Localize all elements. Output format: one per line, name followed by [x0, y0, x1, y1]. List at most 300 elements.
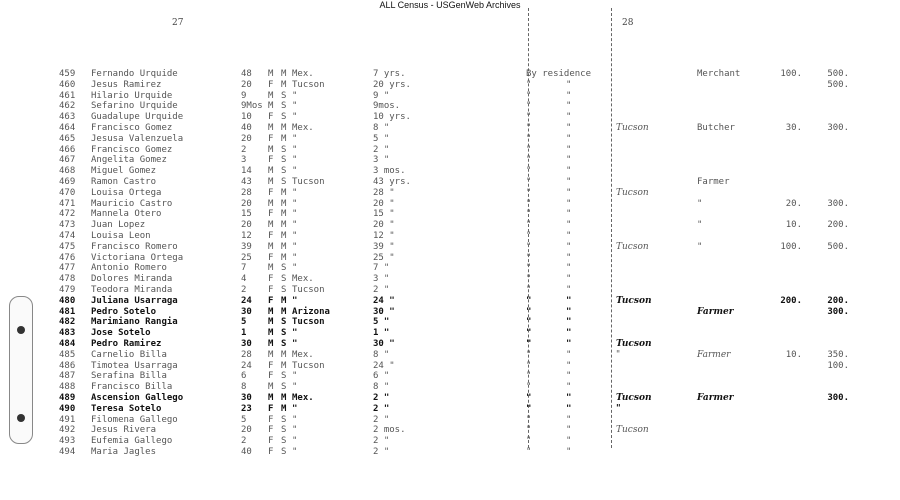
residence-basis-cell: " [526, 101, 532, 112]
table-row [0, 134, 900, 145]
table-row [0, 447, 900, 458]
table-row [0, 69, 900, 80]
marital-status-cell: M [281, 220, 287, 231]
marital-status-cell: S [281, 339, 287, 349]
entry-number: 479 [59, 285, 76, 295]
residence-years-cell: 24 " [373, 360, 395, 371]
age-cell: 30 [241, 306, 252, 317]
table-row [0, 101, 900, 112]
table-row [0, 242, 900, 253]
birthplace-cell: " [292, 339, 298, 349]
birthplace-cell: " [292, 187, 298, 198]
marital-status-cell: S [281, 90, 287, 101]
sex-cell: M [268, 317, 274, 328]
age-cell: 6 [241, 371, 247, 382]
entry-number: 494 [59, 447, 76, 457]
age-cell: 25 [241, 252, 252, 263]
birthplace-cell: " [292, 436, 298, 447]
residence-basis-cell: " [526, 263, 532, 274]
marital-status-cell: M [281, 252, 287, 263]
age-cell: 14 [241, 166, 252, 177]
personal-property-value-cell: 350. [827, 349, 849, 360]
residence-basis-ditto-cell: " [566, 414, 572, 425]
birthplace-cell: " [292, 382, 298, 393]
table-row [0, 80, 900, 91]
sex-cell: F [268, 403, 274, 414]
personal-property-value-cell: 200. [827, 220, 849, 231]
age-cell: 40 [241, 447, 252, 457]
person-name: Angelita Gomez [91, 155, 167, 166]
entry-number: 487 [59, 371, 76, 382]
age-cell: 39 [241, 241, 252, 252]
sex-cell: F [268, 414, 274, 425]
sex-cell: F [268, 371, 274, 382]
table-row [0, 425, 900, 436]
entry-number: 460 [59, 79, 76, 90]
entry-number: 480 [59, 295, 76, 306]
entry-number: 490 [59, 403, 76, 414]
real-estate-value-cell: 200. [780, 295, 802, 306]
table-row [0, 263, 900, 274]
residence-years-cell: 2 " [373, 285, 390, 295]
occupation-cell: " [697, 220, 703, 231]
residence-basis-ditto-cell: " [566, 220, 572, 231]
residence-years-cell: 9mos. [373, 101, 401, 112]
sex-cell: F [268, 187, 274, 198]
entry-number: 462 [59, 101, 76, 112]
person-name: Antonio Romero [91, 263, 167, 274]
entry-number: 471 [59, 198, 76, 209]
entry-number: 472 [59, 209, 76, 220]
entry-number: 485 [59, 349, 76, 360]
marital-status-cell: S [281, 155, 287, 166]
sex-cell: M [268, 166, 274, 177]
age-cell: 30 [241, 339, 252, 349]
sex-cell: M [268, 177, 274, 187]
person-name: Francisco Gomez [91, 123, 173, 133]
person-name: Juliana Usarraga [91, 295, 178, 306]
sex-cell: F [268, 360, 274, 371]
occupation-cell: Merchant [697, 69, 741, 79]
residence-basis-cell: " [526, 123, 532, 133]
sex-cell: F [268, 133, 274, 144]
residence-basis-cell: " [526, 403, 532, 414]
birthplace-cell: " [292, 231, 298, 241]
age-cell: 4 [241, 274, 247, 285]
residence-years-cell: 2 " [373, 414, 390, 425]
person-name: Carnelio Billa [91, 349, 167, 360]
residence-basis-cell: " [526, 339, 532, 349]
personal-property-value-cell: 500. [827, 69, 849, 79]
birthplace-cell: Mex. [292, 393, 314, 403]
entry-number: 459 [59, 69, 76, 79]
residence-basis-ditto-cell: " [566, 209, 572, 220]
residence-years-cell: 2 " [373, 403, 390, 414]
residence-basis-ditto-cell: " [566, 166, 572, 177]
birthplace-cell: " [292, 241, 298, 252]
residence-years-cell: 15 " [373, 209, 395, 220]
birthplace-cell: " [292, 447, 298, 457]
residence-basis-ditto-cell: " [566, 231, 572, 241]
birthplace-cell: " [292, 371, 298, 382]
table-row [0, 209, 900, 220]
age-cell: 20 [241, 79, 252, 90]
residence-years-cell: 3 mos. [373, 166, 406, 177]
residence-basis-ditto-cell: " [566, 371, 572, 382]
real-estate-value-cell: 100. [780, 69, 802, 79]
residence-basis-ditto-cell: " [566, 436, 572, 447]
person-name: Filomena Gallego [91, 414, 178, 425]
place-cell: " [616, 403, 621, 414]
age-cell: 48 [241, 69, 252, 79]
birthplace-cell: " [292, 263, 298, 274]
marital-status-cell: M [281, 79, 287, 90]
table-row [0, 166, 900, 177]
residence-basis-ditto-cell: " [566, 393, 572, 403]
age-cell: 15 [241, 209, 252, 220]
person-name: Juan Lopez [91, 220, 146, 231]
place-cell: Tucson [616, 339, 652, 349]
marital-status-cell: S [281, 177, 287, 187]
residence-years-cell: 5 " [373, 317, 390, 328]
residence-basis-cell: " [526, 155, 532, 166]
age-cell: 24 [241, 360, 252, 371]
sex-cell: M [268, 198, 274, 209]
person-name: Jesus Ramirez [91, 79, 162, 90]
entry-number: 474 [59, 231, 76, 241]
table-row [0, 317, 900, 328]
residence-basis-cell: " [526, 360, 532, 371]
table-row [0, 404, 900, 415]
person-name: Miguel Gomez [91, 166, 157, 177]
birthplace-cell: Arizona [292, 306, 330, 317]
marital-status-cell: M [281, 123, 287, 133]
entry-number: 467 [59, 155, 76, 166]
entry-number: 468 [59, 166, 76, 177]
residence-years-cell: 24 " [373, 295, 395, 306]
residence-basis-ditto-cell: " [566, 306, 572, 317]
birthplace-cell: Tucson [292, 360, 325, 371]
table-row [0, 177, 900, 188]
sex-cell: F [268, 79, 274, 90]
table-row [0, 123, 900, 134]
residence-years-cell: 8 " [373, 123, 390, 133]
entry-number: 469 [59, 177, 76, 187]
age-cell: 12 [241, 231, 252, 241]
sex-cell: F [268, 425, 274, 436]
birthplace-cell: " [292, 166, 298, 177]
age-cell: 3 [241, 155, 247, 166]
residence-years-cell: 20 " [373, 220, 395, 231]
place-cell: Tucson [616, 241, 649, 252]
age-cell: 30 [241, 393, 252, 403]
occupation-cell: Farmer [697, 349, 731, 360]
real-estate-value-cell: 100. [780, 241, 802, 252]
residence-years-cell: 6 " [373, 371, 390, 382]
person-name: Louisa Ortega [91, 187, 162, 198]
residence-basis-ditto-cell: " [566, 241, 572, 252]
residence-basis-ditto-cell: " [566, 112, 572, 123]
person-name: Jesusa Valenzuela [91, 133, 184, 144]
sex-cell: M [268, 306, 274, 317]
residence-basis-cell: " [526, 112, 532, 123]
age-cell: 7 [241, 263, 247, 274]
residence-basis-ditto-cell: " [566, 123, 572, 133]
residence-basis-cell: " [526, 382, 532, 393]
sex-cell: M [268, 393, 274, 403]
birthplace-cell: Mex. [292, 349, 314, 360]
marital-status-cell: S [281, 317, 287, 328]
real-estate-value-cell: 10. [785, 220, 802, 231]
sex-cell: F [268, 231, 274, 241]
table-row [0, 436, 900, 447]
residence-basis-ditto-cell: " [566, 144, 572, 155]
table-row [0, 328, 900, 339]
residence-years-cell: 1 " [373, 328, 390, 339]
birthplace-cell: " [292, 133, 298, 144]
residence-basis-cell: " [526, 133, 532, 144]
residence-basis-ditto-cell: " [566, 79, 572, 90]
table-row [0, 220, 900, 231]
birthplace-cell: " [292, 220, 298, 231]
person-name: Jose Sotelo [91, 328, 151, 339]
entry-number: 461 [59, 90, 76, 101]
occupation-cell: Butcher [697, 123, 735, 133]
age-cell: 5 [241, 317, 247, 328]
entry-number: 465 [59, 133, 76, 144]
entry-number: 478 [59, 274, 76, 285]
sex-cell: M [268, 123, 274, 133]
residence-basis-cell: " [526, 393, 532, 403]
table-row [0, 339, 900, 350]
birthplace-cell: " [292, 425, 298, 436]
birthplace-cell: Mex. [292, 69, 314, 79]
marital-status-cell: S [281, 328, 287, 339]
residence-basis-cell: " [526, 209, 532, 220]
marital-status-cell: S [281, 101, 287, 112]
entry-number: 493 [59, 436, 76, 447]
marital-status-cell: S [281, 274, 287, 285]
residence-years-cell: 12 " [373, 231, 395, 241]
residence-years-cell: 2 " [373, 447, 390, 457]
birthplace-cell: " [292, 155, 298, 166]
person-name: Jesus Rivera [91, 425, 157, 436]
table-row [0, 296, 900, 307]
residence-basis-ditto-cell: " [566, 198, 572, 209]
residence-years-cell: 2 " [373, 144, 390, 155]
table-row [0, 393, 900, 404]
sex-cell: M [268, 241, 274, 252]
sex-cell: F [268, 295, 274, 306]
residence-basis-cell: " [526, 198, 532, 209]
person-name: Ascension Gallego [91, 393, 184, 403]
residence-basis-cell: " [526, 349, 532, 360]
residence-basis-cell: " [526, 166, 532, 177]
person-name: Fernando Urquide [91, 69, 178, 79]
residence-basis-cell: " [526, 295, 532, 306]
residence-years-cell: 7 " [373, 263, 390, 274]
residence-basis-ditto-cell: " [566, 252, 572, 263]
age-cell: 2 [241, 436, 247, 447]
real-estate-value-cell: 20. [785, 198, 802, 209]
person-name: Victoriana Ortega [91, 252, 184, 263]
residence-years-cell: 3 " [373, 274, 390, 285]
entry-number: 491 [59, 414, 76, 425]
residence-basis-cell: " [526, 274, 532, 285]
personal-property-value-cell: 200. [827, 295, 849, 306]
person-name: Serafina Billa [91, 371, 167, 382]
residence-years-cell: 30 " [373, 339, 395, 349]
marital-status-cell: S [281, 436, 287, 447]
birthplace-cell: " [292, 403, 298, 414]
sex-cell: F [268, 274, 274, 285]
residence-basis-cell: " [526, 371, 532, 382]
age-cell: 28 [241, 349, 252, 360]
person-name: Louisa Leon [91, 231, 151, 241]
residence-basis-cell: " [526, 328, 532, 339]
person-name: Guadalupe Urquide [91, 112, 184, 123]
residence-basis-ditto-cell: " [566, 447, 572, 457]
real-estate-value-cell: 30. [785, 123, 802, 133]
residence-basis-ditto-cell: " [566, 349, 572, 360]
table-row [0, 91, 900, 102]
person-name: Maria Jagles [91, 447, 157, 457]
table-row [0, 285, 900, 296]
residence-basis-ditto-cell: " [566, 274, 572, 285]
residence-basis-ditto-cell: " [566, 263, 572, 274]
residence-years-cell: 5 " [373, 133, 390, 144]
place-cell: Tucson [616, 187, 649, 198]
entry-number: 481 [59, 306, 76, 317]
place-cell: Tucson [616, 425, 649, 436]
birthplace-cell: Mex. [292, 274, 314, 285]
marital-status-cell: S [281, 382, 287, 393]
birthplace-cell: Tucson [292, 79, 325, 90]
residence-basis-cell: " [526, 447, 532, 457]
residence-basis-cell: " [526, 317, 532, 328]
residence-basis-cell: " [526, 90, 532, 101]
occupation-cell: " [697, 241, 703, 252]
right-page-number: 28 [622, 18, 634, 28]
table-row [0, 371, 900, 382]
entry-number: 492 [59, 425, 76, 436]
residence-years-cell: 43 yrs. [373, 177, 411, 187]
marital-status-cell: S [281, 285, 287, 295]
entry-number: 486 [59, 360, 76, 371]
birthplace-cell: Mex. [292, 123, 314, 133]
sex-cell: F [268, 447, 274, 457]
entry-number: 489 [59, 393, 76, 403]
table-row [0, 274, 900, 285]
birthplace-cell: " [292, 112, 298, 123]
residence-years-cell: 3 " [373, 155, 390, 166]
table-row [0, 350, 900, 361]
marital-status-cell: S [281, 414, 287, 425]
person-name: Pedro Ramirez [91, 339, 162, 349]
age-cell: 9Mos [241, 101, 263, 112]
residence-basis-cell: " [526, 79, 532, 90]
residence-years-cell: 2 mos. [373, 425, 406, 436]
residence-basis-cell: " [526, 231, 532, 241]
person-name: Hilario Urquide [91, 90, 173, 101]
residence-basis-cell: " [526, 241, 532, 252]
table-row [0, 188, 900, 199]
table-row [0, 155, 900, 166]
marital-status-cell: S [281, 263, 287, 274]
birthplace-cell: Tucson [292, 285, 325, 295]
table-row [0, 361, 900, 372]
entry-number: 464 [59, 123, 76, 133]
person-name: Sefarino Urquide [91, 101, 178, 112]
residence-basis-ditto-cell: " [566, 177, 572, 187]
sex-cell: M [268, 69, 274, 79]
residence-basis-cell: " [526, 414, 532, 425]
marital-status-cell: S [281, 447, 287, 457]
place-cell: Tucson [616, 393, 652, 403]
occupation-cell: " [697, 198, 703, 209]
residence-years-cell: 2 " [373, 436, 390, 447]
table-row [0, 382, 900, 393]
archive-header-title: ALL Census - USGenWeb Archives [379, 0, 521, 10]
table-row [0, 253, 900, 264]
sex-cell: F [268, 436, 274, 447]
sex-cell: M [268, 263, 274, 274]
entry-number: 484 [59, 339, 76, 349]
marital-status-cell: M [281, 241, 287, 252]
person-name: Francisco Gomez [91, 144, 173, 155]
birthplace-cell: " [292, 198, 298, 209]
person-name: Mannela Otero [91, 209, 162, 220]
residence-basis-cell: " [526, 436, 532, 447]
marital-status-cell: M [281, 360, 287, 371]
age-cell: 20 [241, 425, 252, 436]
residence-years-cell: 9 " [373, 90, 390, 101]
person-name: Eufemia Gallego [91, 436, 173, 447]
birthplace-cell: " [292, 144, 298, 155]
birthplace-cell: " [292, 101, 298, 112]
left-page-number: 27 [172, 18, 184, 28]
residence-basis-ditto-cell: " [566, 317, 572, 328]
marital-status-cell: M [281, 69, 287, 79]
residence-years-cell: 39 " [373, 241, 395, 252]
residence-basis-ditto-cell: " [566, 133, 572, 144]
person-name: Pedro Sotelo [91, 306, 157, 317]
birthplace-cell: " [292, 209, 298, 220]
residence-years-cell: 8 " [373, 382, 390, 393]
marital-status-cell: S [281, 112, 287, 123]
residence-basis-ditto-cell: " [566, 403, 572, 414]
residence-years-cell: 7 yrs. [373, 69, 406, 79]
real-estate-value-cell: 10. [785, 349, 802, 360]
residence-years-cell: 20 yrs. [373, 79, 411, 90]
residence-years-cell: 25 " [373, 252, 395, 263]
person-name: Marimiano Rangia [91, 317, 178, 328]
sex-cell: F [268, 209, 274, 220]
personal-property-value-cell: 500. [827, 241, 849, 252]
place-cell: " [616, 349, 621, 360]
sex-cell: M [268, 101, 274, 112]
personal-property-value-cell: 300. [827, 198, 849, 209]
age-cell: 2 [241, 144, 247, 155]
table-row [0, 199, 900, 210]
person-name: Francisco Billa [91, 382, 173, 393]
person-name: Teodora Miranda [91, 285, 173, 295]
marital-status-cell: M [281, 133, 287, 144]
marital-status-cell: S [281, 166, 287, 177]
residence-basis-ditto-cell: " [566, 382, 572, 393]
age-cell: 10 [241, 112, 252, 123]
personal-property-value-cell: 500. [827, 79, 849, 90]
